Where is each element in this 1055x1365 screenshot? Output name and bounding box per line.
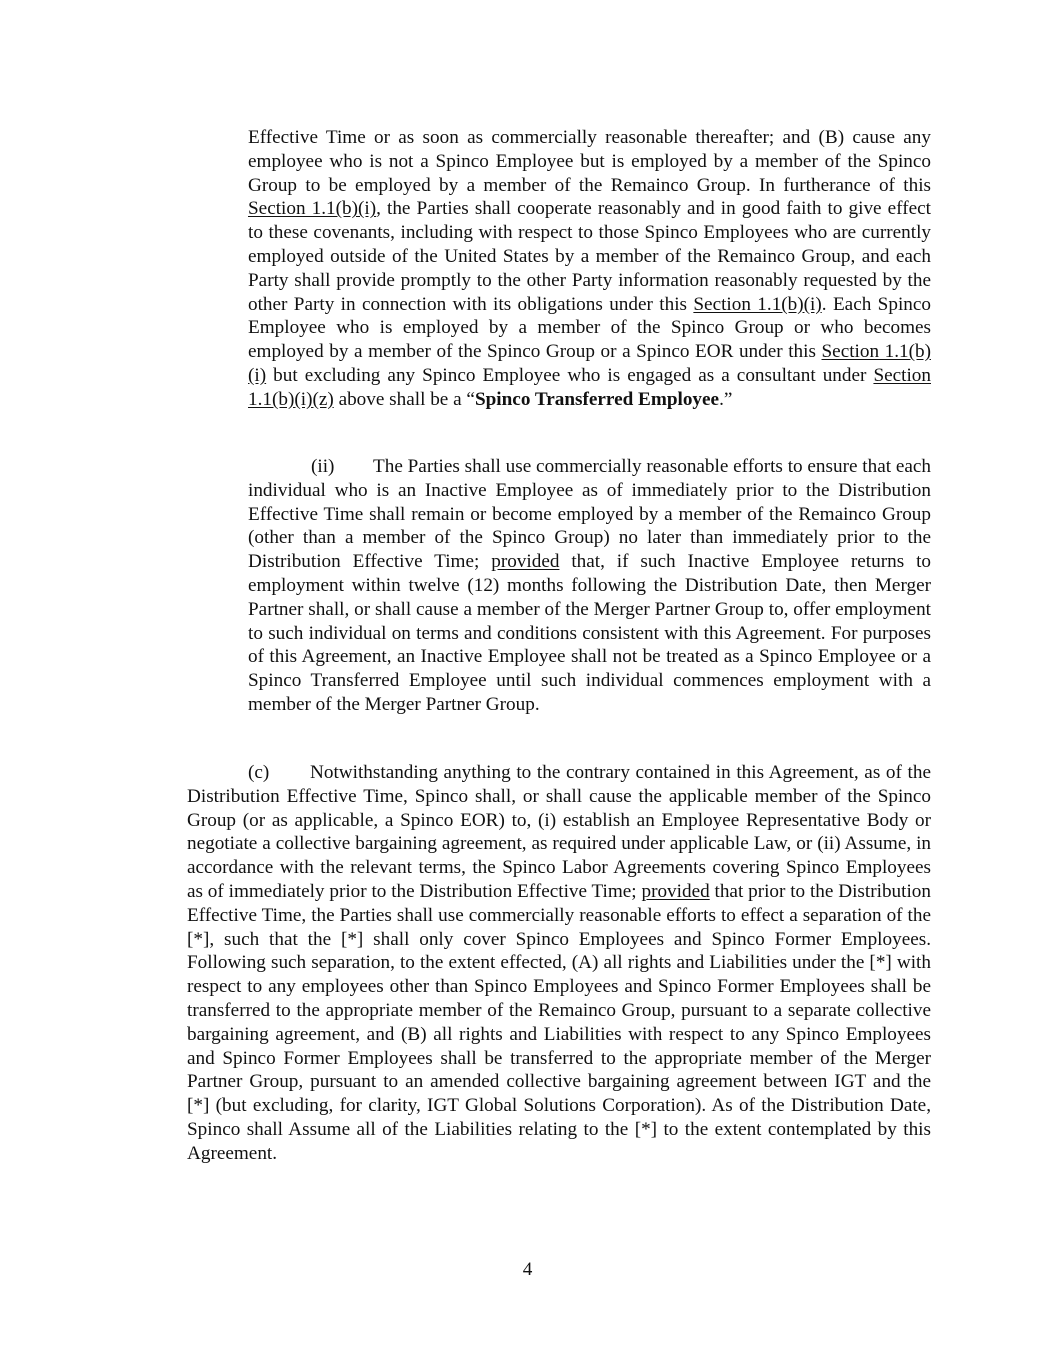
proviso-term: provided [641,880,710,902]
section-reference: Section 1.1(b)(i) [248,341,931,386]
paragraph-text: .” [719,388,733,410]
enumeration-label: (ii) [311,456,335,477]
section-reference: Section 1.1(b)(i) [693,293,822,315]
paragraph-text: Effective Time or as soon as commercially reasonable thereafter; and (B) cause any employee who is not a Spinco Employee but is employed by a member of the Spinco Group to be employed by a member of the Remainco Group. In furtherance of this [248,127,931,196]
subsection-ii [248,455,931,717]
page-number: 4 [522,1259,533,1280]
section-reference: Section 1.1(b)(i)(z) [248,364,931,410]
paragraph-text: . Each Spinco Employee who is employed by a member of the Spinco Group or who becomes employed by a member of the Spinco Group or a Spinco EOR under this [248,293,931,363]
paragraph-text: but excluding any Spinco Employee who is engaged as a consultant under [266,364,874,386]
paragraph-text: that, if such Inactive Employee returns to employment within twelve (12) months following the Distribution Date, then Merger Partner shall, or shall cause a member of the Merger Partner Group to, offer employment to such individual on terms and conditions consistent with this Agreement. For purposes of this Agreement, an Inactive Employee shall not be treated as a Spinco Employee or a Spinco Transferred Employee until such individual commences employment with a member of the Merger Partner Group. [248,551,931,715]
subsection-c [187,761,931,1166]
paragraph-text: , the Parties shall cooperate reasonably and in good faith to give effect to these covenants, including with respect to those Spinco Employees who are currently employed outside of the United States by a member of the Remainco Group, and each Party shall provide promptly to the other Party information reasonably requested by the other Party in connection with its obligations under this [248,198,931,315]
paragraph-text: Notwithstanding anything to the contrary contained in this Agreement, as of the Distribution Effective Time, Spinco shall, or shall cause the applicable member of the Spinco Group (or as applicable, a Spinco EOR) to, (i) establish an Employee Representative Body or negotiate a collective bargaining agreement, as required under applicable Law, or (ii) Assume, in accordance with the relevant terms, the Spinco Labor Agreements covering Spinco Employees as of immediately prior to the Distribution Effective Time; [187,762,931,902]
enumeration-label: (c) [248,762,270,783]
paragraph-text: above shall be a “ [333,388,475,410]
defined-term: Spinco Transferred Employee [474,388,720,410]
paragraph-text: that prior to the Distribution Effective Time, the Parties shall use commercially reasonable efforts to effect a separation of the [*], such that the [*] shall only cover Spinco Employees and Spinco Former Employees. Following such separation, to the extent effected, (A) all rights and Liabilities under the [*] with respect to any employees other than Spinco Employees and Spinco Former Employees shall be transferred to the appropriate member of the Remainco Group, pursuant to a separate collective bargaining agreement, and (B) all rights and Liabilities with respect to any Spinco Employees and Spinco Former Employees shall be transferred to the appropriate member of the Merger Partner Group, pursuant to an amended collective bargaining agreement between IGT and the [*] (but excluding, for clarity, IGT Global Solutions Corporation). As of the Distribution Date, Spinco shall Assume all of the Liabilities relating to the [*] to the extent contemplated by this Agreement. [187,880,931,1164]
paragraph-text: The Parties shall use commercially reasonable efforts to ensure that each individual who is an Inactive Employee as of immediately prior to the Distribution Effective Time shall remain or become employed by a member of the Remainco Group (other than a member of the Spinco Group) no later than immediately prior to the Distribution Effective Time; [248,456,932,573]
section-reference: Section 1.1(b)(i) [248,198,377,220]
proviso-term: provided [491,551,560,573]
paragraph-continuation [248,126,931,412]
